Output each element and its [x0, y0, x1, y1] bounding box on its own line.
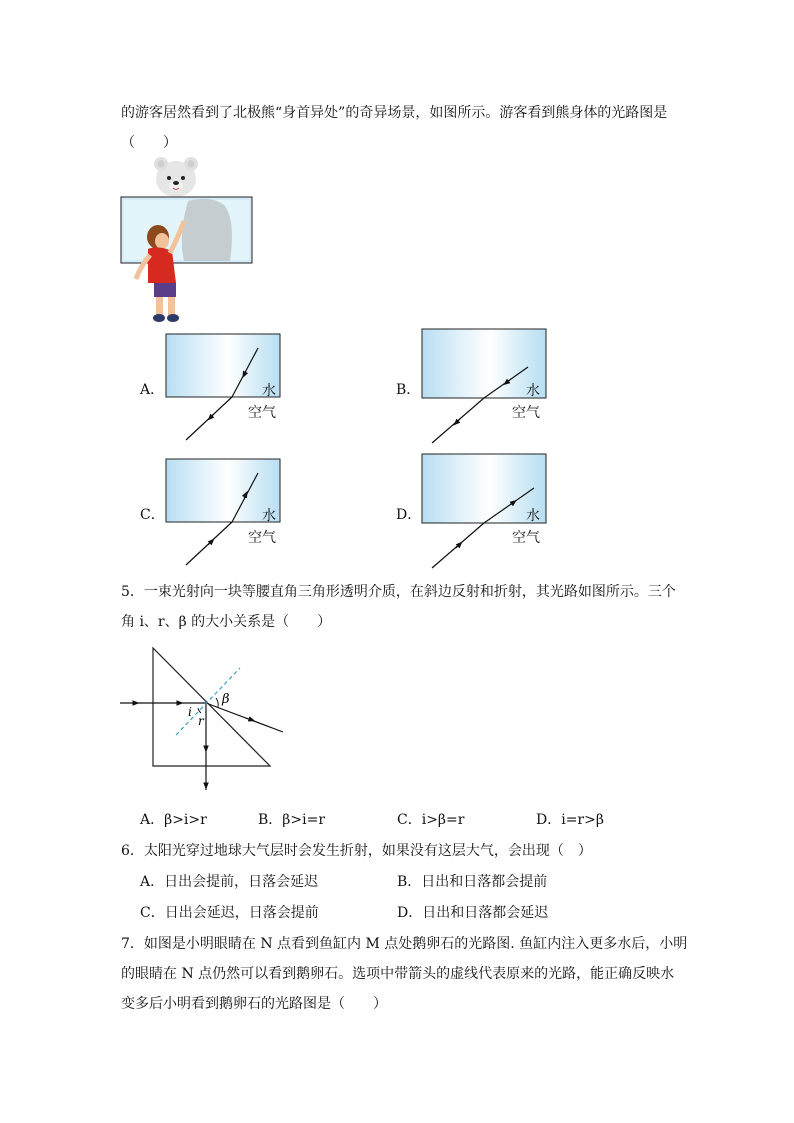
q6-option-d[interactable]: D．日出和日落都会延迟 [397, 905, 549, 921]
q4-option-c-water-label: 水 [262, 508, 276, 524]
q6-option-a[interactable]: A．日出会提前，日落会延迟 [140, 874, 319, 890]
q4-option-c-letter[interactable]: C． [140, 507, 165, 523]
q4-intro-line1: 的游客居然看到了北极熊“身首异处”的奇异场景，如图所示。游客看到熊身体的光路图是 [121, 105, 668, 121]
polar-bear-illustration [118, 155, 258, 330]
q7-stem-line2: 的眼睛在 N 点仍然可以看到鹅卵石。选项中带箭头的虚线代表原来的光路，能正确反映水 [121, 966, 675, 982]
polar-bear-head [154, 157, 198, 197]
q6-stem: 6．太阳光穿过地球大气层时会发生折射，如果没有这层大气，会出现（ ） [121, 843, 592, 859]
q5-option-c[interactable]: C．i>β=r [397, 812, 465, 828]
q5-prism-diagram [118, 640, 293, 795]
q7-stem-line1: 7．如图是小明眼睛在 N 点看到鱼缸内 M 点处鹅卵石的光路图. 鱼缸内注入更多水后，小明 [121, 936, 688, 952]
q4-option-d-letter[interactable]: D． [396, 507, 422, 523]
q5-stem-line1: 5．一束光射向一块等腰直角三角形透明介质，在斜边反射和折射，其光路如图所示。三个 [121, 584, 676, 600]
q4-answer-blank: （ ） [121, 135, 177, 151]
q5-option-a[interactable]: A．β>i>r [140, 812, 207, 828]
q4-option-b-letter[interactable]: B． [396, 382, 421, 398]
q4-option-a-water-label: 水 [262, 383, 276, 399]
beta-label: β [222, 692, 230, 707]
q4-option-b-air-label: 空气 [512, 405, 540, 421]
q4-option-a-letter[interactable]: A． [140, 382, 165, 398]
q6-option-b[interactable]: B．日出和日落都会提前 [397, 874, 548, 890]
r-label: r [198, 714, 204, 728]
q4-option-d-water-label: 水 [526, 508, 540, 524]
q4-option-c-air-label: 空气 [248, 530, 276, 546]
q4-option-a-air-label: 空气 [248, 405, 276, 421]
q4-option-d-air-label: 空气 [512, 530, 540, 546]
i-label: i [188, 705, 192, 719]
q7-stem-line3: 变多后小明看到鹅卵石的光路图是（ ） [121, 996, 387, 1012]
q5-option-b[interactable]: B．β>i=r [258, 812, 326, 828]
q5-stem-line2: 角 i、r、β 的大小关系是（ ） [121, 614, 332, 630]
q6-option-c[interactable]: C．日出会延迟，日落会提前 [140, 905, 319, 921]
q5-option-d[interactable]: D．i=r>β [536, 812, 604, 828]
q4-option-b-water-label: 水 [526, 383, 540, 399]
